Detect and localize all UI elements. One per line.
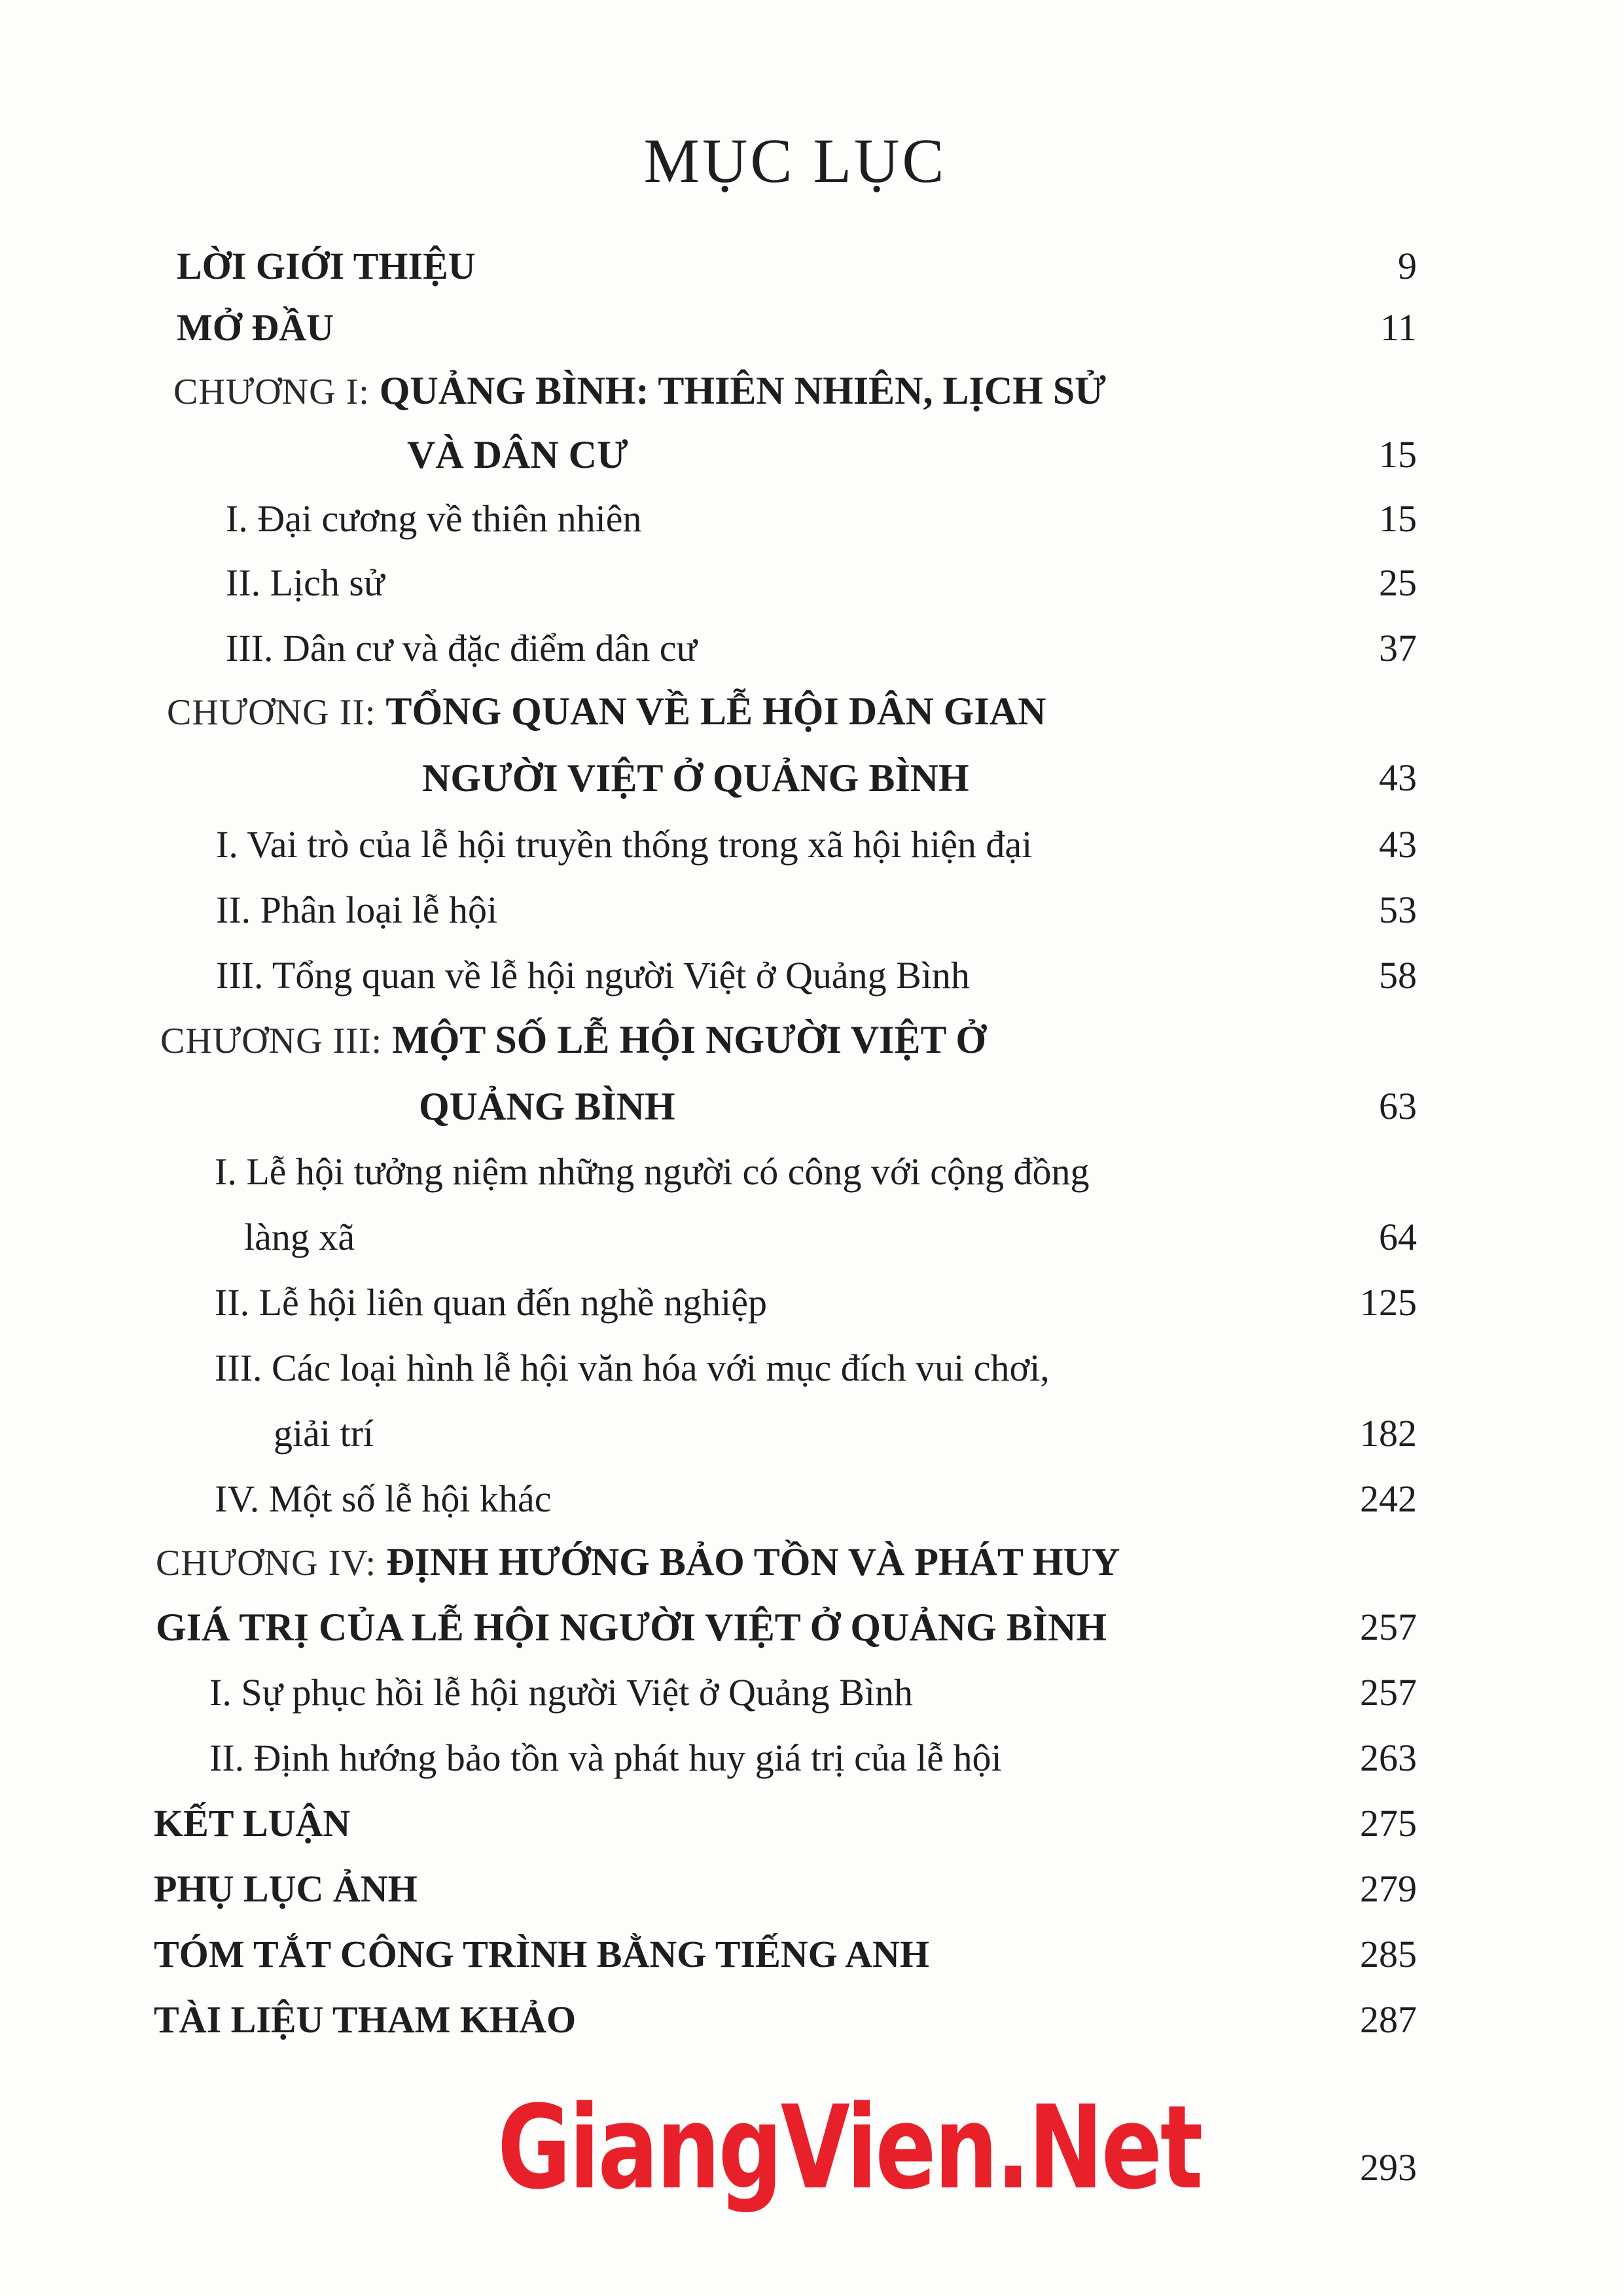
chapter-title: MỘT SỐ LỄ HỘI NGƯỜI VIỆT Ở xyxy=(392,1018,987,1061)
toc-entry-page: 287 xyxy=(1360,1998,1417,2041)
chapter-title: TỔNG QUAN VỀ LỄ HỘI DÂN GIAN xyxy=(385,690,1046,733)
toc-entry-text: I. Vai trò của lễ hội truyền thống trong xã hội hiện đại xyxy=(216,823,1033,866)
toc-entry-phu-luc-anh xyxy=(154,1860,1417,1918)
toc-entry-page: 15 xyxy=(1379,433,1417,476)
toc-chapter-3-line2 xyxy=(177,1077,1417,1136)
toc-entry-text-cont: giải trí xyxy=(274,1412,374,1455)
toc-entry-2-3 xyxy=(216,946,1417,1005)
toc-entry-page: 257 xyxy=(1360,1671,1417,1714)
toc-entry-text: II. Lịch sử xyxy=(226,561,385,604)
toc-entry-text: II. Định hướng bảo tồn và phát huy giá trị của lễ hội xyxy=(209,1737,1002,1779)
toc-entry-page: 125 xyxy=(1360,1281,1417,1324)
page-title: MỤC LỤC xyxy=(643,126,947,196)
toc-entry-page: 43 xyxy=(1379,756,1417,799)
chapter-title: QUẢNG BÌNH: THIÊN NHIÊN, LỊCH SỬ xyxy=(379,369,1106,412)
toc-entry-3-4 xyxy=(215,1470,1417,1528)
toc-entry-3-1-line2 xyxy=(215,1208,1417,1267)
toc-entry-1-1 xyxy=(226,489,1417,548)
chapter-prefix: CHƯƠNG IV: xyxy=(156,1543,387,1583)
toc-entry-page: 293 xyxy=(1360,2146,1417,2189)
toc-entry-text: I. Sự phục hồi lễ hội người Việt ở Quảng Bình xyxy=(209,1671,913,1714)
toc-entry-mo-dau xyxy=(177,298,1417,357)
toc-entry-4-2 xyxy=(209,1729,1417,1788)
toc-entry-text: PHỤ LỤC ẢNH xyxy=(154,1867,418,1910)
chapter-prefix: CHƯƠNG I: xyxy=(173,372,380,412)
toc-entry-loi-gioi-thieu xyxy=(177,237,1417,296)
toc-entry-page: 64 xyxy=(1379,1216,1417,1258)
chapter-title: ĐỊNH HƯỚNG BẢO TỒN VÀ PHÁT HUY xyxy=(386,1540,1120,1583)
toc-entry-tai-lieu xyxy=(154,1990,1417,2049)
toc-entry-page: 263 xyxy=(1360,1737,1417,1779)
toc-entry-text-cont: làng xã xyxy=(244,1216,355,1258)
toc-entry-text: IV. Một số lễ hội khác xyxy=(215,1477,552,1520)
toc-entry-text: III. Dân cư và đặc điểm dân cư xyxy=(226,627,697,669)
toc-entry-text: MỞ ĐẦU xyxy=(177,306,334,349)
toc-entry-3-3-line2 xyxy=(215,1404,1417,1463)
toc-entry-3-3-line1 xyxy=(215,1339,1417,1398)
toc-entry-3-2 xyxy=(215,1273,1417,1332)
toc-chapter-4-line1 xyxy=(156,1532,1417,1591)
toc-entry-text: TÀI LIỆU THAM KHẢO xyxy=(154,1998,577,2041)
toc-chapter-4-line2 xyxy=(156,1598,1417,1657)
chapter-prefix: CHƯƠNG II: xyxy=(167,692,386,733)
toc-entry-text: I. Lễ hội tưởng niệm những người có công với cộng đồng xyxy=(215,1150,1090,1193)
toc-entry-page: 279 xyxy=(1360,1867,1417,1910)
toc-chapter-1-line2 xyxy=(177,425,1417,484)
toc-entry-page: 275 xyxy=(1360,1802,1417,1845)
toc-chapter-1-line1 xyxy=(173,361,1417,420)
toc-entry-1-2 xyxy=(226,554,1417,612)
watermark-logo: GiangVien.Net xyxy=(497,2081,1202,2215)
toc-entry-2-1 xyxy=(216,815,1417,874)
chapter-title-cont: QUẢNG BÌNH xyxy=(419,1085,675,1128)
toc-entry-page: 58 xyxy=(1379,954,1417,997)
toc-entry-text: III. Tổng quan về lễ hội người Việt ở Quảng Bình xyxy=(216,954,970,997)
toc-entry-text: I. Đại cương về thiên nhiên xyxy=(226,497,642,540)
toc-entry-2-2 xyxy=(216,881,1417,940)
toc-entry-page: 25 xyxy=(1379,561,1417,604)
toc-entry-page: 257 xyxy=(1360,1606,1417,1648)
toc-entry-page: 53 xyxy=(1379,889,1417,931)
toc-entry-text: LỜI GIỚI THIỆU xyxy=(177,245,476,287)
toc-entry-text: II. Lễ hội liên quan đến nghề nghiệp xyxy=(215,1281,767,1324)
toc-entry-page: 43 xyxy=(1379,823,1417,866)
toc-entry-page: 285 xyxy=(1360,1933,1417,1975)
chapter-prefix: CHƯƠNG III: xyxy=(160,1021,393,1061)
chapter-title-cont: VÀ DÂN CƯ xyxy=(407,433,628,476)
toc-entry-tom-tat xyxy=(154,1925,1417,1984)
chapter-title-cont: GIÁ TRỊ CỦA LỄ HỘI NGƯỜI VIỆT Ở QUẢNG BÌNH xyxy=(156,1606,1107,1649)
toc-entry-page: 37 xyxy=(1379,627,1417,669)
toc-entry-page: 9 xyxy=(1398,245,1417,287)
toc-entry-text: II. Phân loại lễ hội xyxy=(216,889,498,931)
toc-entry-page: 11 xyxy=(1380,306,1417,349)
toc-entry-4-1 xyxy=(209,1663,1417,1722)
toc-entry-text: TÓM TẮT CÔNG TRÌNH BẰNG TIẾNG ANH xyxy=(154,1933,929,1975)
toc-chapter-3-line1 xyxy=(160,1010,1417,1069)
toc-entry-3-1-line1 xyxy=(215,1142,1417,1201)
toc-entry-text: III. Các loại hình lễ hội văn hóa với mục đích vui chơi, xyxy=(215,1347,1050,1389)
toc-entry-ket-luan xyxy=(154,1794,1417,1853)
toc-entry-page: 242 xyxy=(1360,1477,1417,1520)
toc-chapter-2-line2 xyxy=(177,749,1417,807)
toc-entry-page: 15 xyxy=(1379,497,1417,540)
toc-chapter-2-line1 xyxy=(167,682,1417,741)
toc-entry-text: KẾT LUẬN xyxy=(154,1802,351,1845)
toc-entry-page: 182 xyxy=(1360,1412,1417,1455)
toc-entry-1-3 xyxy=(226,619,1417,678)
toc-entry-page: 63 xyxy=(1379,1085,1417,1127)
chapter-title-cont: NGƯỜI VIỆT Ở QUẢNG BÌNH xyxy=(422,756,969,800)
